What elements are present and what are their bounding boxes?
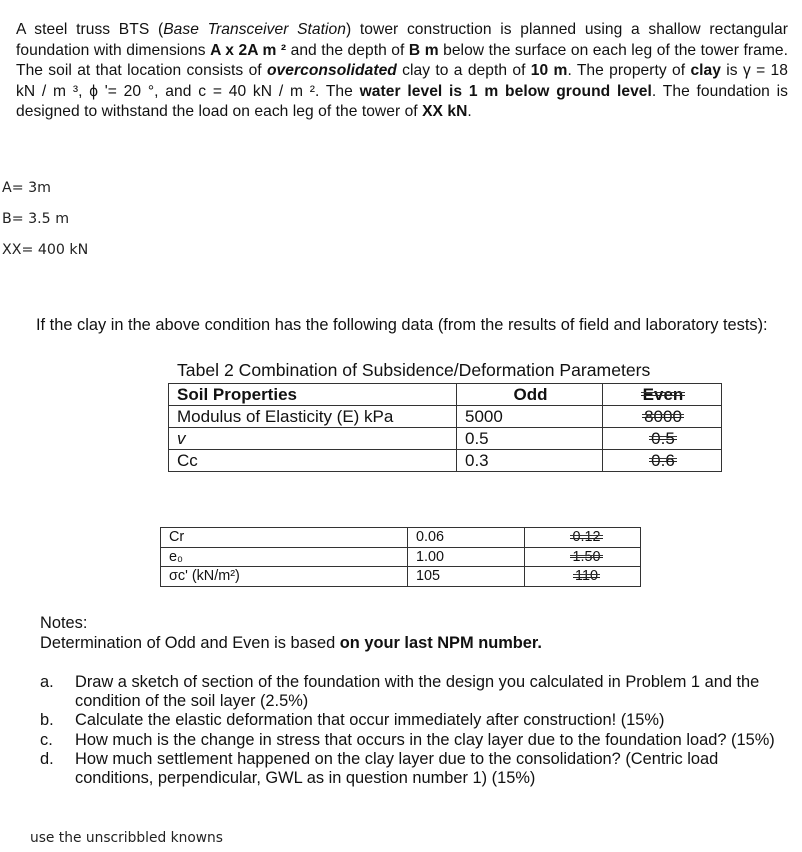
table-row [169, 406, 722, 428]
table-row [169, 428, 722, 450]
table-cell: Cc [169, 450, 457, 472]
table-cell: v [169, 428, 457, 450]
given-xx: XX= 400 kN [2, 242, 89, 258]
table-row [161, 528, 641, 548]
tower-load: XX kN [422, 103, 468, 121]
bts-term: Base Transceiver Station [163, 21, 346, 38]
problem-text: and the depth of [286, 41, 409, 59]
notes-text: Determination of Odd and Even is based [40, 633, 340, 652]
table-cell-scribbled: 0.12 [572, 529, 601, 545]
notes-title: Notes: [40, 614, 88, 632]
question-b [40, 711, 780, 730]
given-b: B= 3.5 m [2, 211, 70, 227]
problem-text: ) tower construction is planned using a shallow rectangular foundation with dimensions [16, 21, 788, 59]
question-text: Draw a sketch of section of the foundation with the design you calculated in Problem 1 and the condition of the soil layer (2.5%) [75, 673, 760, 711]
table-cell: Modulus of Elasticity (E) kPa [169, 406, 457, 428]
table-cell-scribbled: 8000 [644, 407, 682, 426]
question-label: b. [40, 711, 54, 730]
table-cell: 1.00 [408, 547, 525, 567]
problem-text: below the surface on each leg of the tower frame. The soil at that location consists of [16, 41, 788, 80]
table-row [161, 547, 641, 567]
water-level: water level is 1 m below ground level [359, 82, 652, 100]
table-row [161, 567, 641, 587]
notes-line [40, 634, 542, 654]
table-cell: σc' (kN/m²) [161, 567, 408, 587]
question-d [40, 750, 780, 788]
question-label: a. [40, 673, 54, 691]
foundation-depth: B m [408, 41, 439, 59]
table-header-scribbled: Even [642, 385, 684, 404]
soil-type: overconsolidated [266, 62, 397, 80]
table-row [169, 450, 722, 472]
table-cell: e₀ [161, 547, 408, 567]
given-a: A= 3m [2, 180, 51, 196]
problem-statement [16, 20, 788, 123]
notes [40, 614, 542, 653]
table-header: Soil Properties [169, 384, 457, 406]
table3 [160, 527, 641, 587]
question-c [40, 731, 780, 750]
question-text: How much is the change in stress that occurs in the clay layer due to the foundation load? (15%) [75, 730, 775, 749]
table-cell: Cr [161, 528, 408, 548]
table-cell-scribbled: 0.5 [651, 429, 675, 448]
question-list [40, 673, 780, 788]
table-cell: 0.06 [408, 528, 525, 548]
table-cell: 0.3 [457, 450, 603, 472]
notes-bold: on your last NPM number. [339, 633, 542, 652]
table-row [169, 384, 722, 406]
problem-text: . [467, 103, 472, 121]
problem-text: clay to a depth of [396, 62, 531, 80]
clay-word: clay [690, 62, 721, 80]
table-cell: 5000 [457, 406, 603, 428]
question-label: d. [40, 749, 54, 768]
question-text: Calculate the elastic deformation that occur immediately after construction! (15%) [75, 711, 665, 730]
table-header: Odd [457, 384, 603, 406]
table-cell-scribbled: 110 [575, 568, 598, 584]
question-a [40, 673, 780, 711]
problem-text: is γ = 18 kN / m ³, ϕ '= 20 °, and c = 40 kN / m ². The [16, 62, 788, 100]
question-label: c. [40, 730, 53, 749]
table-cell-scribbled: 1.50 [572, 548, 601, 565]
footnote: use the unscribbled knowns [30, 830, 223, 846]
intro-text: If the clay in the above condition has the following data (from the results of field and laboratory tests): [36, 316, 768, 334]
problem-text: A steel truss BTS ( [16, 21, 164, 38]
foundation-dimensions: A x 2A m ² [210, 41, 287, 59]
problem-text: . The foundation is designed to withstand the load on each leg of the tower of [16, 82, 788, 121]
question-text: How much settlement happened on the clay layer due to the consolidation? (Centric load conditions, perpendicular, GWL as in question number 1) (15%) [75, 749, 719, 788]
table-cell-scribbled: 0.6 [651, 451, 675, 470]
problem-text: . The property of [567, 62, 691, 80]
table2-caption: Tabel 2 Combination of Subsidence/Deformation Parameters [177, 360, 651, 380]
clay-depth: 10 m [530, 62, 568, 80]
table-cell: 0.5 [457, 428, 603, 450]
table2 [168, 383, 722, 472]
table-cell: 105 [408, 567, 525, 587]
